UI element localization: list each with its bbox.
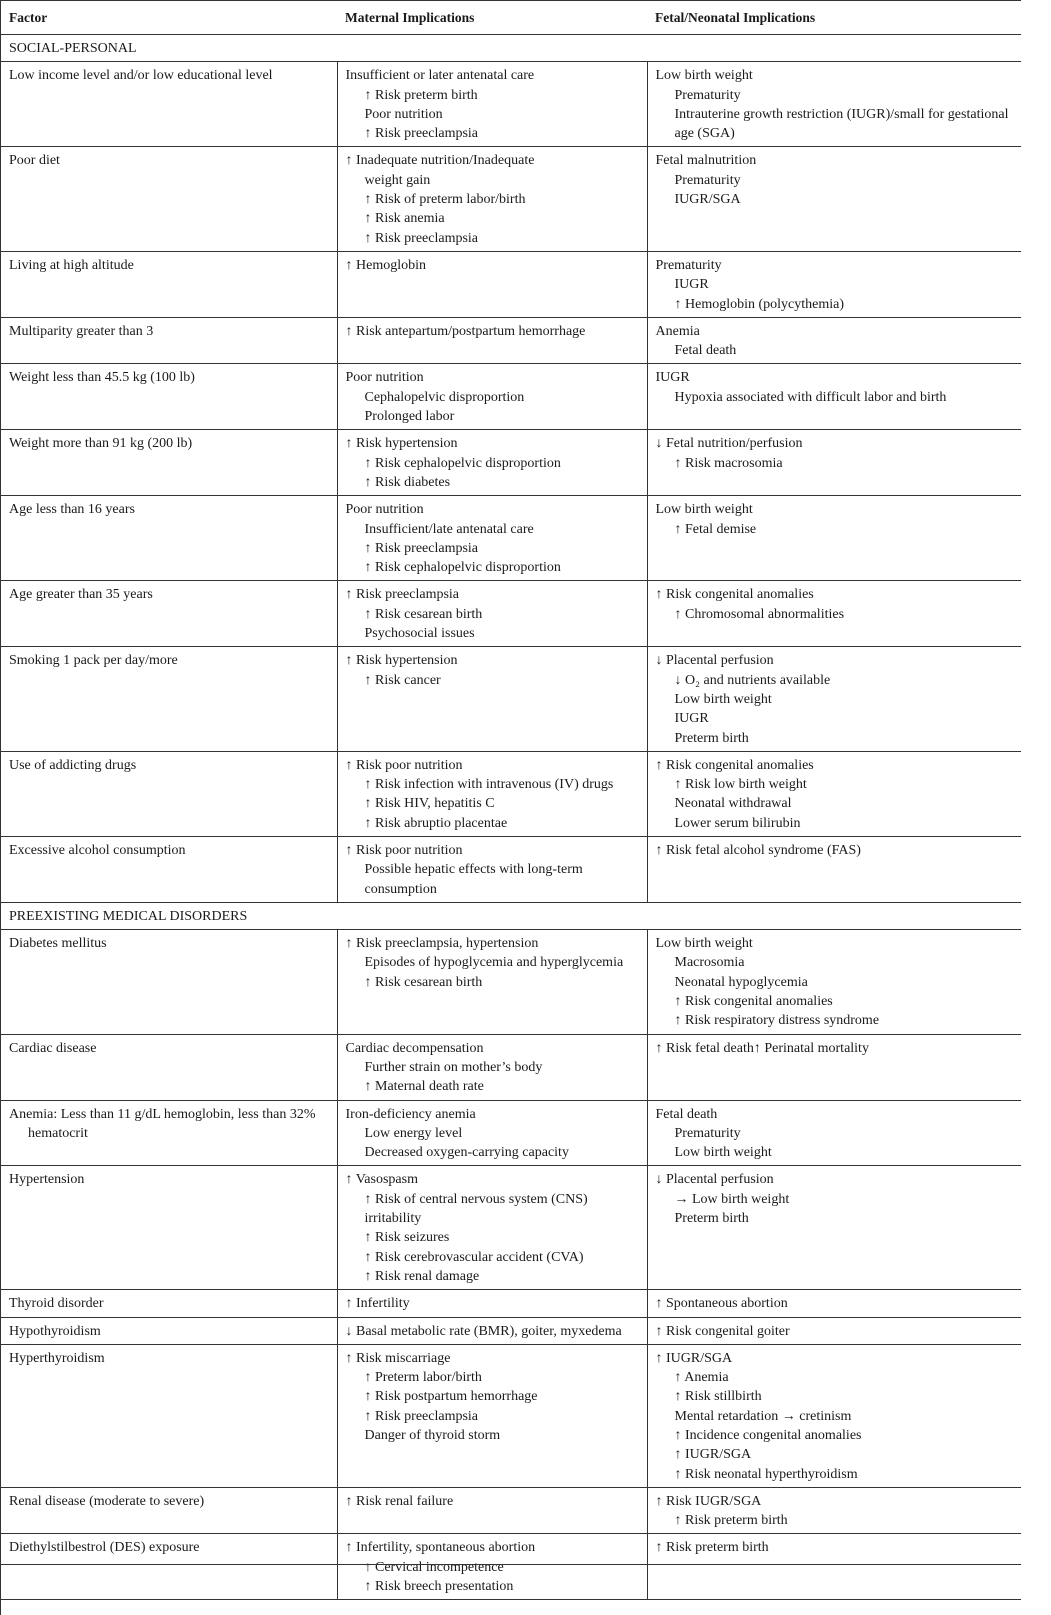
fetal-line: ↑ Anemia xyxy=(674,1370,729,1386)
fetal-line: Low birth weight xyxy=(674,1145,772,1161)
fetal-cell xyxy=(647,1166,1021,1290)
maternal-line: ↑ Risk of preterm labor/birth xyxy=(364,192,526,208)
maternal-line: ↑ Risk hypertension xyxy=(345,436,458,452)
table-row xyxy=(1,647,1021,751)
maternal-line: ↑ Risk cerebrovascular accident (CVA) xyxy=(364,1249,584,1265)
maternal-cell xyxy=(337,1534,647,1600)
fetal-line: ↑ Risk neonatal hyperthyroidism xyxy=(674,1466,858,1482)
maternal-cell xyxy=(337,930,647,1034)
fetal-line: ↑ Risk congenital anomalies xyxy=(655,587,814,603)
table-row xyxy=(1,430,1021,496)
table-row xyxy=(1,62,1021,147)
fetal-line: ↑ Risk preterm birth xyxy=(674,1513,788,1529)
fetal-cell xyxy=(647,1034,1021,1100)
maternal-line: ↑ Risk miscarriage xyxy=(345,1350,451,1366)
fetal-line: IUGR xyxy=(655,370,690,386)
fetal-cell xyxy=(647,1487,1021,1534)
factor-cell: Smoking 1 pack per day/more xyxy=(1,647,337,751)
maternal-line: ↑ Risk preeclampsia xyxy=(364,540,479,556)
fetal-cell xyxy=(647,364,1021,430)
fetal-cell xyxy=(647,496,1021,581)
risk-factors-table xyxy=(1,0,1021,1600)
maternal-line: ↑ Risk preeclampsia xyxy=(364,126,479,142)
factor-cell xyxy=(1,1100,337,1166)
fetal-line: ↓ Placental perfusion xyxy=(655,653,774,669)
maternal-cell xyxy=(337,1100,647,1166)
maternal-cell xyxy=(337,62,647,147)
factor-cell: Weight more than 91 kg (200 lb) xyxy=(1,430,337,496)
fetal-cell xyxy=(647,1344,1021,1487)
maternal-line: ↑ Preterm labor/birth xyxy=(364,1370,482,1386)
table-row xyxy=(1,364,1021,430)
maternal-line: Psychosocial issues xyxy=(364,626,475,642)
maternal-line: ↑ Risk preeclampsia xyxy=(364,230,479,246)
maternal-cell xyxy=(337,317,647,364)
table-row xyxy=(1,836,1021,902)
maternal-line: Cardiac decompensation xyxy=(345,1040,484,1056)
maternal-line: ↑ Inadequate nutrition/Inadequate weight gain xyxy=(345,153,535,188)
fetal-line: Neonatal hypoglycemia xyxy=(674,974,808,990)
fetal-line: ↑ Risk stillbirth xyxy=(674,1389,762,1405)
fetal-line: ↑ Risk congenital anomalies xyxy=(674,994,833,1010)
maternal-line: Low energy level xyxy=(364,1125,463,1141)
maternal-line: ↑ Risk cesarean birth xyxy=(364,606,483,622)
maternal-cell xyxy=(337,251,647,317)
maternal-line: Iron-deficiency anemia xyxy=(345,1106,476,1122)
factor-cell: Cardiac disease xyxy=(1,1034,337,1100)
table-row xyxy=(1,251,1021,317)
fetal-line: Low birth weight xyxy=(655,502,753,518)
maternal-line: ↑ Risk seizures xyxy=(364,1230,450,1246)
table-row xyxy=(1,751,1021,836)
maternal-line: ↑ Risk of central nervous system (CNS) xyxy=(364,1191,588,1207)
factor-cell: Hypertension xyxy=(1,1166,337,1290)
factor-cell: Diabetes mellitus xyxy=(1,930,337,1034)
fetal-line: Fetal death xyxy=(655,1106,718,1122)
maternal-line: Cephalopelvic disproportion xyxy=(364,389,525,405)
factor-cell: Thyroid disorder xyxy=(1,1290,337,1317)
header-factor: Factor xyxy=(1,1,337,35)
maternal-line: ↑ Risk preeclampsia, hypertension xyxy=(345,936,539,952)
maternal-cell xyxy=(337,364,647,430)
fetal-line: Anemia xyxy=(655,323,700,339)
maternal-cell xyxy=(337,581,647,647)
maternal-cell xyxy=(337,836,647,902)
fetal-line: Low birth weight xyxy=(674,691,772,707)
maternal-line: ↑ Hemoglobin xyxy=(345,257,426,273)
maternal-line: ↑ Risk poor nutrition xyxy=(345,757,463,773)
fetal-line: Prematurity xyxy=(655,257,722,273)
fetal-line: Preterm birth xyxy=(674,1211,749,1227)
factor-cell: Age less than 16 years xyxy=(1,496,337,581)
maternal-line: ↑ Cervical incompetence xyxy=(364,1559,504,1575)
section-row xyxy=(1,35,1021,62)
maternal-line: ↑ Risk breech presentation xyxy=(364,1579,514,1595)
fetal-cell xyxy=(647,836,1021,902)
fetal-line: Neonatal withdrawal xyxy=(674,796,792,812)
fetal-cell xyxy=(647,317,1021,364)
table-row xyxy=(1,1290,1021,1317)
fetal-line: ↑ Risk low birth weight xyxy=(674,777,807,793)
fetal-line: ↑ Hemoglobin (polycythemia) xyxy=(674,296,845,312)
maternal-line: ↑ Risk renal damage xyxy=(364,1268,480,1284)
fetal-cell xyxy=(647,251,1021,317)
maternal-line: Episodes of hypoglycemia and hyperglycemia xyxy=(364,955,624,971)
fetal-cell xyxy=(647,1100,1021,1166)
fetal-line: Prematurity xyxy=(674,87,741,103)
factor-cell: Low income level and/or low educational level xyxy=(1,62,337,147)
table-row xyxy=(1,1166,1021,1290)
fetal-cell xyxy=(647,930,1021,1034)
fetal-cell xyxy=(647,1317,1021,1344)
table-row xyxy=(1,1100,1021,1166)
maternal-line: Poor nutrition xyxy=(345,502,424,518)
fetal-line: Mental retardation → cretinism xyxy=(674,1408,852,1424)
fetal-line: Hypoxia associated with difficult labor and birth xyxy=(674,389,947,405)
maternal-cell xyxy=(337,1166,647,1290)
fetal-line: ↑ Risk preterm birth xyxy=(655,1540,769,1556)
table-row xyxy=(1,1034,1021,1100)
fetal-line: Prematurity xyxy=(674,1125,741,1141)
table-row xyxy=(1,496,1021,581)
maternal-line: ↑ Risk HIV, hepatitis C xyxy=(364,796,495,812)
maternal-line: ↑ Risk antepartum/postpartum hemorrhage xyxy=(345,323,586,339)
fetal-line: ↑ Fetal demise xyxy=(674,521,757,537)
maternal-line: ↑ Risk poor nutrition xyxy=(345,842,463,858)
fetal-line: ↑ Spontaneous abortion xyxy=(655,1296,788,1312)
maternal-cell xyxy=(337,1487,647,1534)
maternal-line: ↑ Infertility, spontaneous abortion xyxy=(345,1540,536,1556)
maternal-line: ↑ Risk cancer xyxy=(364,672,441,688)
fetal-line: Intrauterine growth restriction (IUGR)/small for gestational age (SGA) xyxy=(674,106,1009,142)
maternal-line: ↑ Vasospasm xyxy=(345,1172,418,1188)
fetal-line: IUGR xyxy=(674,277,709,293)
maternal-line: ↑ Risk hypertension xyxy=(345,653,458,669)
maternal-cell xyxy=(337,1290,647,1317)
fetal-line: ↑ Risk macrosomia xyxy=(674,455,783,471)
factor-cell: Excessive alcohol consumption xyxy=(1,836,337,902)
factor-text: Anemia: Less than 11 g/dL hemoglobin, less than 32% hematocrit xyxy=(9,1106,316,1141)
table-row xyxy=(1,317,1021,364)
fetal-line: ↑ Chromosomal abnormalities xyxy=(674,606,845,622)
fetal-line: ↑ Risk respiratory distress syndrome xyxy=(674,1013,880,1029)
maternal-line: Danger of thyroid storm xyxy=(364,1428,501,1443)
table-row xyxy=(1,1317,1021,1344)
table-row xyxy=(1,1534,1021,1600)
maternal-line: ↑ Maternal death rate xyxy=(364,1079,484,1095)
fetal-line: IUGR/SGA xyxy=(674,192,741,208)
maternal-cell xyxy=(337,1344,647,1487)
maternal-cell xyxy=(337,430,647,496)
fetal-line: ↓ Fetal nutrition/perfusion xyxy=(655,436,803,452)
factor-cell: Diethylstilbestrol (DES) exposure xyxy=(1,1534,337,1600)
factor-cell: Living at high altitude xyxy=(1,251,337,317)
factor-cell: Weight less than 45.5 kg (100 lb) xyxy=(1,364,337,430)
maternal-line: Decreased oxygen-carrying capacity xyxy=(364,1145,569,1161)
table-row xyxy=(1,581,1021,647)
fetal-line: ↑ Incidence congenital anomalies xyxy=(674,1428,862,1443)
fetal-cell xyxy=(647,62,1021,147)
maternal-cell xyxy=(337,1317,647,1344)
maternal-cell xyxy=(337,147,647,251)
fetal-line: ↓ Placental perfusion xyxy=(655,1172,774,1188)
fetal-line: Fetal death xyxy=(674,343,737,359)
fetal-line: ↑ Risk fetal death↑ Perinatal mortality xyxy=(655,1040,869,1056)
fetal-line: ↑ Risk fetal alcohol syndrome (FAS) xyxy=(655,842,861,858)
maternal-cell xyxy=(337,1034,647,1100)
maternal-cell xyxy=(337,647,647,751)
maternal-cell xyxy=(337,751,647,836)
maternal-line: Further strain on mother’s body xyxy=(364,1059,543,1075)
maternal-line: ↑ Risk preterm birth xyxy=(364,87,478,103)
table-row xyxy=(1,1487,1021,1534)
fetal-line: Fetal malnutrition xyxy=(655,153,757,169)
header-maternal: Maternal Implications xyxy=(337,1,647,35)
fetal-line: → Low birth weight xyxy=(674,1191,790,1207)
maternal-line: irritability xyxy=(364,1211,422,1227)
maternal-line: Prolonged labor xyxy=(364,409,455,425)
factor-cell: Hypothyroidism xyxy=(1,1317,337,1344)
maternal-line: ↑ Infertility xyxy=(345,1296,410,1312)
fetal-line: Prematurity xyxy=(674,172,741,188)
fetal-line: Macrosomia xyxy=(674,955,745,971)
factor-cell: Renal disease (moderate to severe) xyxy=(1,1487,337,1534)
section-title: SOCIAL-PERSONAL xyxy=(1,35,1021,62)
fetal-line: ↑ IUGR/SGA xyxy=(655,1350,733,1366)
fetal-line: ↑ Risk IUGR/SGA xyxy=(655,1493,762,1509)
maternal-line: Poor nutrition xyxy=(364,106,443,122)
maternal-cell xyxy=(337,496,647,581)
maternal-line: ↑ Risk cephalopelvic disproportion xyxy=(364,455,561,471)
fetal-cell xyxy=(647,647,1021,751)
header-fetal: Fetal/Neonatal Implications xyxy=(647,1,1021,35)
maternal-line: ↑ Risk anemia xyxy=(364,211,445,227)
maternal-line: Possible hepatic effects with long-term consumption xyxy=(364,862,583,897)
table-row xyxy=(1,147,1021,251)
maternal-line: ↑ Risk cephalopelvic disproportion xyxy=(364,560,561,576)
fetal-cell xyxy=(647,1534,1021,1600)
fetal-line: Preterm birth xyxy=(674,730,749,746)
fetal-cell xyxy=(647,430,1021,496)
maternal-line: ↑ Risk cesarean birth xyxy=(364,974,483,990)
table-row xyxy=(1,930,1021,1034)
maternal-line: ↑ Risk postpartum hemorrhage xyxy=(364,1389,538,1405)
factor-cell: Multiparity greater than 3 xyxy=(1,317,337,364)
maternal-line: Insufficient/late antenatal care xyxy=(364,521,534,537)
factor-cell: Hyperthyroidism xyxy=(1,1344,337,1487)
fetal-line: IUGR xyxy=(674,711,709,727)
fetal-cell xyxy=(647,751,1021,836)
fetal-line: Lower serum bilirubin xyxy=(674,815,801,831)
table-row xyxy=(1,1344,1021,1487)
section-row xyxy=(1,902,1021,929)
fetal-line: ↑ Risk congenital anomalies xyxy=(655,757,814,773)
fetal-line: Low birth weight xyxy=(655,936,753,952)
maternal-line: ↑ Risk renal failure xyxy=(345,1493,454,1509)
fetal-line: ↑ Risk congenital goiter xyxy=(655,1323,790,1339)
maternal-line: ↑ Risk diabetes xyxy=(364,474,451,490)
maternal-line: ↑ Risk abruptio placentae xyxy=(364,815,508,831)
fetal-line: ↓ O₂ and nutrients available xyxy=(674,672,831,688)
table-bottom-rule xyxy=(1,1564,1021,1565)
fetal-cell xyxy=(647,147,1021,251)
header-row xyxy=(1,1,1021,35)
maternal-line: ↓ Basal metabolic rate (BMR), goiter, myxedema xyxy=(345,1323,622,1339)
maternal-line: Insufficient or later antenatal care xyxy=(345,68,535,84)
factor-cell: Poor diet xyxy=(1,147,337,251)
fetal-line: ↑ IUGR/SGA xyxy=(674,1447,752,1463)
maternal-line: Poor nutrition xyxy=(345,370,424,386)
maternal-line: ↑ Risk preeclampsia xyxy=(345,587,460,603)
fetal-line: Low birth weight xyxy=(655,68,753,84)
fetal-cell xyxy=(647,581,1021,647)
maternal-line: ↑ Risk preeclampsia xyxy=(364,1408,479,1424)
maternal-line: ↑ Risk infection with intravenous (IV) drugs xyxy=(364,777,614,793)
factor-cell: Age greater than 35 years xyxy=(1,581,337,647)
factor-cell: Use of addicting drugs xyxy=(1,751,337,836)
section-title: PREEXISTING MEDICAL DISORDERS xyxy=(1,902,1021,929)
fetal-cell xyxy=(647,1290,1021,1317)
